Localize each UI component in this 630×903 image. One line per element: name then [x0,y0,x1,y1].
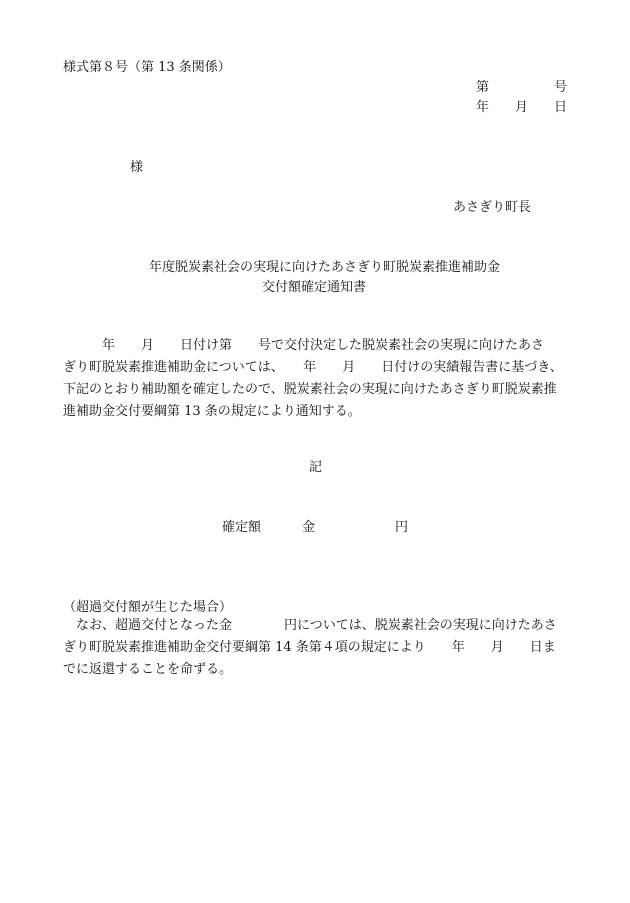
excess-line-2: ぎり町脱炭素推進補助金交付要綱第 14 条第４項の規定により 年 月 日ま [63,640,556,655]
title-line-1: 年度脱炭素社会の実現に向けたあさぎり町脱炭素推進補助金 [149,260,501,275]
body-line-1: 年 月 日付け第 号で交付決定した脱炭素社会の実現に向けたあさ [102,338,545,353]
body-paragraph [63,335,573,423]
excess-paragraph [63,615,573,681]
amount-label: 確定額 [222,520,262,535]
body-line-2: ぎり町脱炭素推進補助金については、 年 月 日付けの実績報告書に基づき、 [63,360,563,375]
amount-unit: 円 [395,520,409,535]
ki-mark: 記 [309,460,323,475]
body-line-4: 進補助金交付要綱第 13 条の規定により通知する。 [63,404,361,419]
issuer-name: あさぎり町長 [453,200,532,215]
excess-heading: （超過交付額が生じた場合） [63,600,233,615]
excess-line-1: なお、超過交付となった金 円については、脱炭素社会の実現に向けたあさ [76,618,557,633]
addressee-suffix: 様 [130,160,144,175]
excess-line-3: でに返還することを命ずる。 [63,662,233,677]
form-label: 様式第８号（第 13 条関係） [63,60,231,75]
document-number: 第 号 [476,80,568,95]
title-line-2: 交付額確定通知書 [262,280,367,295]
document-date: 年 月 日 [476,100,568,115]
body-line-3: 下記のとおり補助額を確定したので、脱炭素社会の実現に向けたあさぎり町脱炭素推 [63,382,557,397]
amount-prefix: 金 [302,520,316,535]
